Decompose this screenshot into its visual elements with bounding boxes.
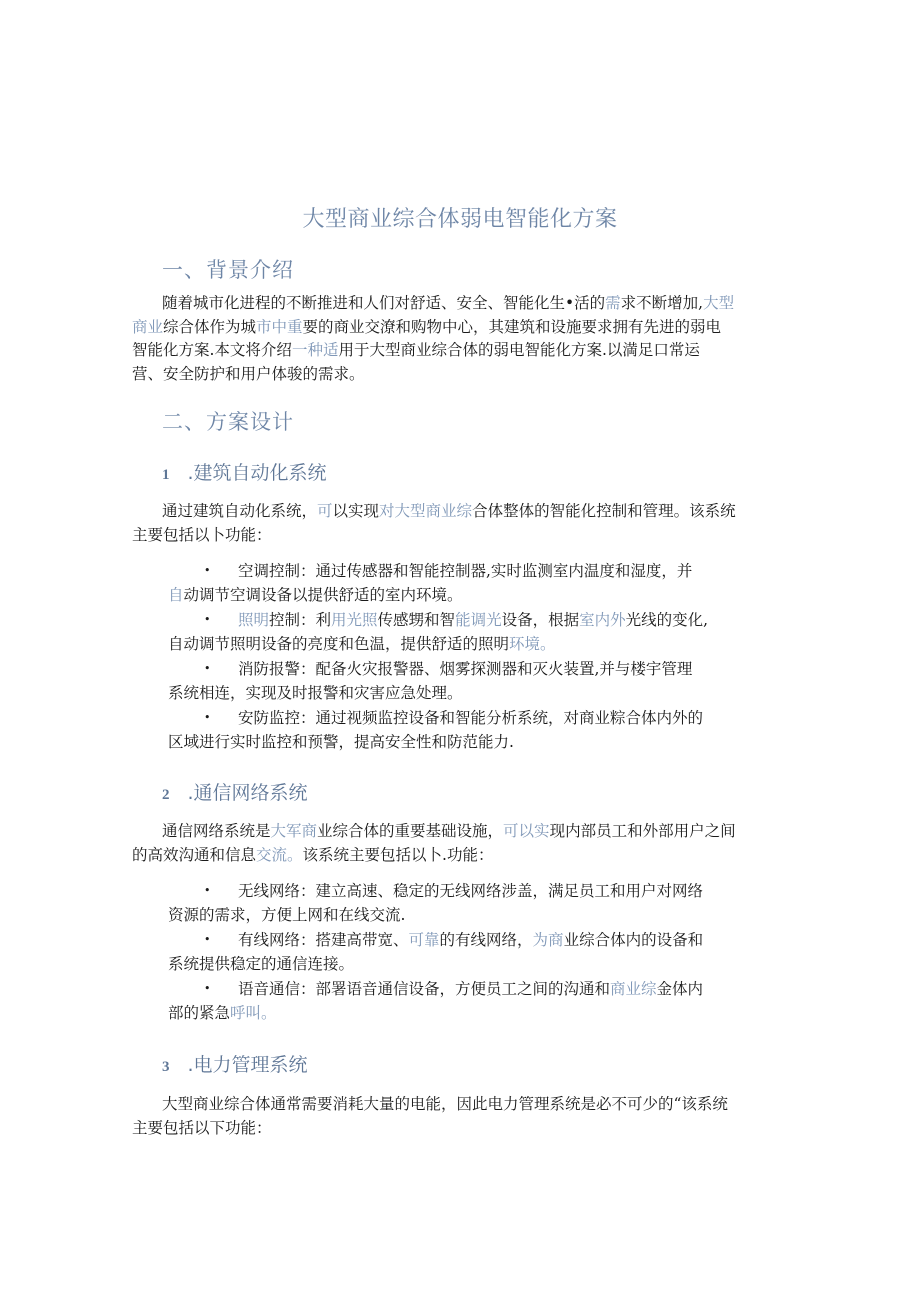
intro-paragraph: [132, 292, 800, 386]
s1-line-2: 主要包括以卜功能：: [132, 525, 272, 544]
intro-line-4: 营、安全防护和用户体骏的需求。: [132, 364, 365, 383]
document-title: 大型商业综合体弱电智能化方案: [302, 207, 618, 232]
bullet-dot: •: [204, 711, 211, 724]
list-item-lighting-control: • 照明控制：利用光照传感甥和智能调光设备，根据室内外光线的变化, 自动调节照明设备的亮度和色温，提供舒适的照明环境。: [168, 608, 788, 656]
subsection-title: .电力管理系统: [187, 1054, 308, 1076]
subsection-heading-communication-network: [162, 778, 308, 805]
intro-line-3: 智能化方案.本文将介绍一种适用于大型商业综合体的弱电智能化方案.以満足口常运: [132, 341, 700, 359]
subsection-number: 2: [162, 787, 170, 803]
s2-line-1: 通信网络系统是大军商业综合体的重要基础设施，可以实现内部员工和外部用户之间: [162, 822, 736, 840]
list-item-fire-alarm: • 消防报警：配备火灾报警器、烟雾探测器和灭火装置,并与楼宇管理 系统相连，实现及时报警和灾害应急处理。: [168, 657, 788, 705]
subsection-title: .通信网络系统: [187, 782, 308, 804]
s1-paragraph: [132, 500, 800, 547]
s3-line-1: 大型商业综合体通常需要消耗大量的电能，因此电力管理系统是必不可少的“该系统: [162, 1095, 728, 1113]
bullet-dot: •: [204, 662, 211, 675]
s3-line-2: 主要包括以下功能：: [132, 1118, 272, 1137]
subsection-number: 3: [162, 1059, 170, 1075]
intro-line-2: 商业综合体作为城市中重要的商业交潦和购物中心，其建筑和设施要求拥有先进的弱电: [132, 317, 722, 336]
list-item-security-monitoring: • 安防监控：通过视频监控设备和智能分析系统，对商业粽合体内外的 区域进行实时监控和预警，提高安全性和防范能力.: [168, 706, 788, 754]
bullet-dot: •: [204, 564, 211, 577]
intro-line-1: 随着城市化进程的不断推进和人们对舒适、安全、智能化生•活的需求不断增加,大型: [162, 294, 735, 312]
list-item-wired-network: • 有线网络：搭建高带宽、可靠的有线网络，为商业综合体内的设备和 系统提供稳定的通信连接。: [168, 928, 788, 976]
s1-line-1: 通过建筑自动化系统，可以实现对大型商业综合体整体的智能化控制和管理。该系统: [162, 502, 736, 520]
list-item-voice-communication: • 语音通信：部署语音通信设备，方便员工之间的沟通和商业综金体内 部的紧急呼叫。: [168, 977, 788, 1025]
list-item-wireless-network: • 无线网络：建立高速、稳定的无线网络涉盖，满足员工和用户对网络 资源的需求，方便上网和在线交流.: [168, 879, 788, 927]
subsection-title: .建筑自动化系统: [187, 462, 327, 484]
subsection-number: 1: [162, 467, 170, 483]
s2-paragraph: [132, 820, 800, 867]
bullet-dot: •: [204, 884, 211, 897]
s3-paragraph: [132, 1093, 800, 1140]
subsection-heading-building-automation: [162, 458, 327, 485]
bullet-dot: •: [204, 613, 211, 626]
bullet-dot: •: [204, 933, 211, 946]
section-heading-design: 二、方案设计: [162, 410, 294, 434]
s2-line-2: 的高效沟通和信息交流。该系统主要包括以卜.功能：: [132, 845, 494, 864]
subsection-heading-power-management: [162, 1050, 308, 1077]
section-heading-background: 一、背景介绍: [162, 258, 294, 282]
bullet-dot: •: [204, 982, 211, 995]
list-item-ac-control: • 空调控制：通过传感器和智能控制器,实时监测室内温度和湿度，并 自动调节空调设备以提供舒适的室内环境。: [168, 559, 788, 607]
